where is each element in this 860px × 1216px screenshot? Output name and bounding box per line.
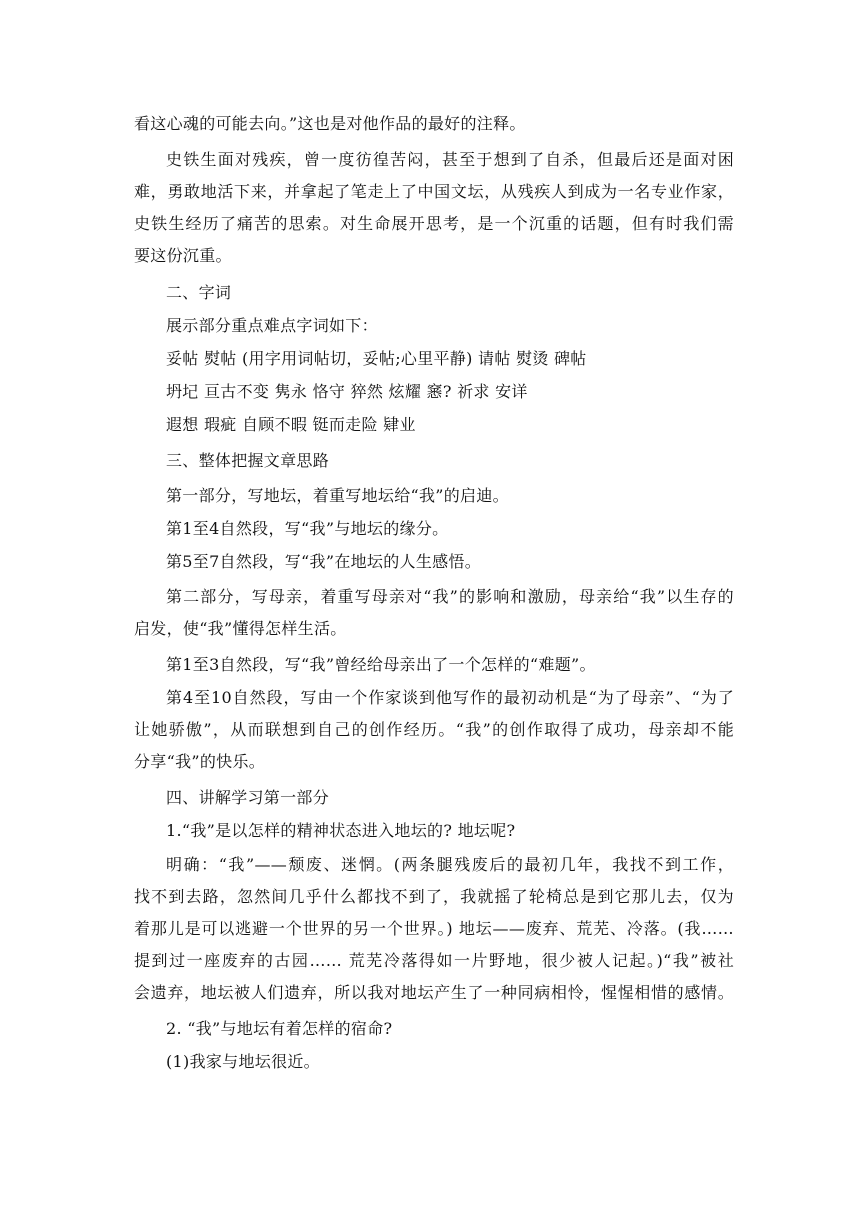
- paragraph-line: 第二部分，写母亲，着重写母亲对“我”的影响和激励，母亲给“我”以生存的: [166, 587, 734, 606]
- paragraph-line: 史铁生经历了痛苦的思索。对生命展开思考，是一个沉重的话题，但有时我们需: [134, 214, 734, 233]
- paragraph-line: 史铁生面对残疾，曾一度彷徨苦闷，甚至于想到了自杀，但最后还是面对困: [166, 150, 734, 169]
- text-line: 第一部分，写地坛，着重写地坛给“我”的启迪。: [166, 486, 509, 505]
- paragraph-line: 难，勇敢地活下来，并拿起了笔走上了中国文坛，从残疾人到成为一名专业作家，: [134, 182, 734, 201]
- paragraph-line: 第4至10自然段，写由一个作家谈到他写作的最初动机是“为了母亲”、“为了: [166, 688, 734, 707]
- text-line: 第1至4自然段，写“我”与地坛的缘分。: [166, 519, 449, 538]
- section-heading: 二、字词: [166, 283, 232, 302]
- vocab-line: 妥帖 熨帖 (用字用词帖切，妥帖;心里平静) 请帖 熨烫 碑帖: [166, 349, 587, 368]
- paragraph-line: 让她骄傲”，从而联想到自己的创作经历。“我”的创作取得了成功，母亲却不能: [134, 720, 734, 739]
- paragraph-line: 启发，使“我”懂得怎样生活。: [134, 619, 347, 638]
- paragraph-line: 会遗弃，地坛被人们遗弃，所以我对地坛产生了一种同病相怜，惺惺相惜的感情。: [134, 983, 734, 1002]
- paragraph-line: 要这份沉重。: [134, 246, 232, 265]
- vocab-line: 遐想 瑕疵 自顾不暇 铤而走险 肄业: [166, 415, 416, 434]
- question-line: 2. “我”与地坛有着怎样的宿命?: [166, 1019, 393, 1038]
- section-heading: 四、讲解学习第一部分: [166, 788, 330, 807]
- text-line: (1)我家与地坛很近。: [166, 1052, 320, 1071]
- question-line: 1.“我”是以怎样的精神状态进入地坛的? 地坛呢?: [166, 821, 516, 840]
- paragraph-line: 明确：“我”——颓废、迷惘。(两条腿残废后的最初几年，我找不到工作，: [166, 855, 734, 874]
- paragraph-line: 提到过一座废弃的古园…… 荒芜冷落得如一片野地，很少被人记起。)“我”被社: [134, 951, 734, 970]
- paragraph-line: 分享“我”的快乐。: [134, 752, 266, 771]
- paragraph-line: 着那儿是可以逃避一个世界的另一个世界。) 地坛——废弃、荒芜、冷落。(我……: [134, 919, 734, 938]
- text-line: 展示部分重点难点字词如下：: [166, 316, 378, 335]
- text-line: 第1至3自然段，写“我”曾经给母亲出了一个怎样的“难题”。: [166, 655, 596, 674]
- paragraph-line: 找不到去路，忽然间几乎什么都找不到了，我就摇了轮椅总是到它那儿去，仅为: [134, 887, 734, 906]
- text-line: 看这心魂的可能去向。”这也是对他作品的最好的注释。: [134, 114, 526, 133]
- text-line: 第5至7自然段，写“我”在地坛的人生感悟。: [166, 552, 482, 571]
- section-heading: 三、整体把握文章思路: [166, 451, 330, 470]
- vocab-line: 坍圮 亘古不变 隽永 恪守 猝然 炫耀 窸? 祈求 安详: [166, 382, 528, 401]
